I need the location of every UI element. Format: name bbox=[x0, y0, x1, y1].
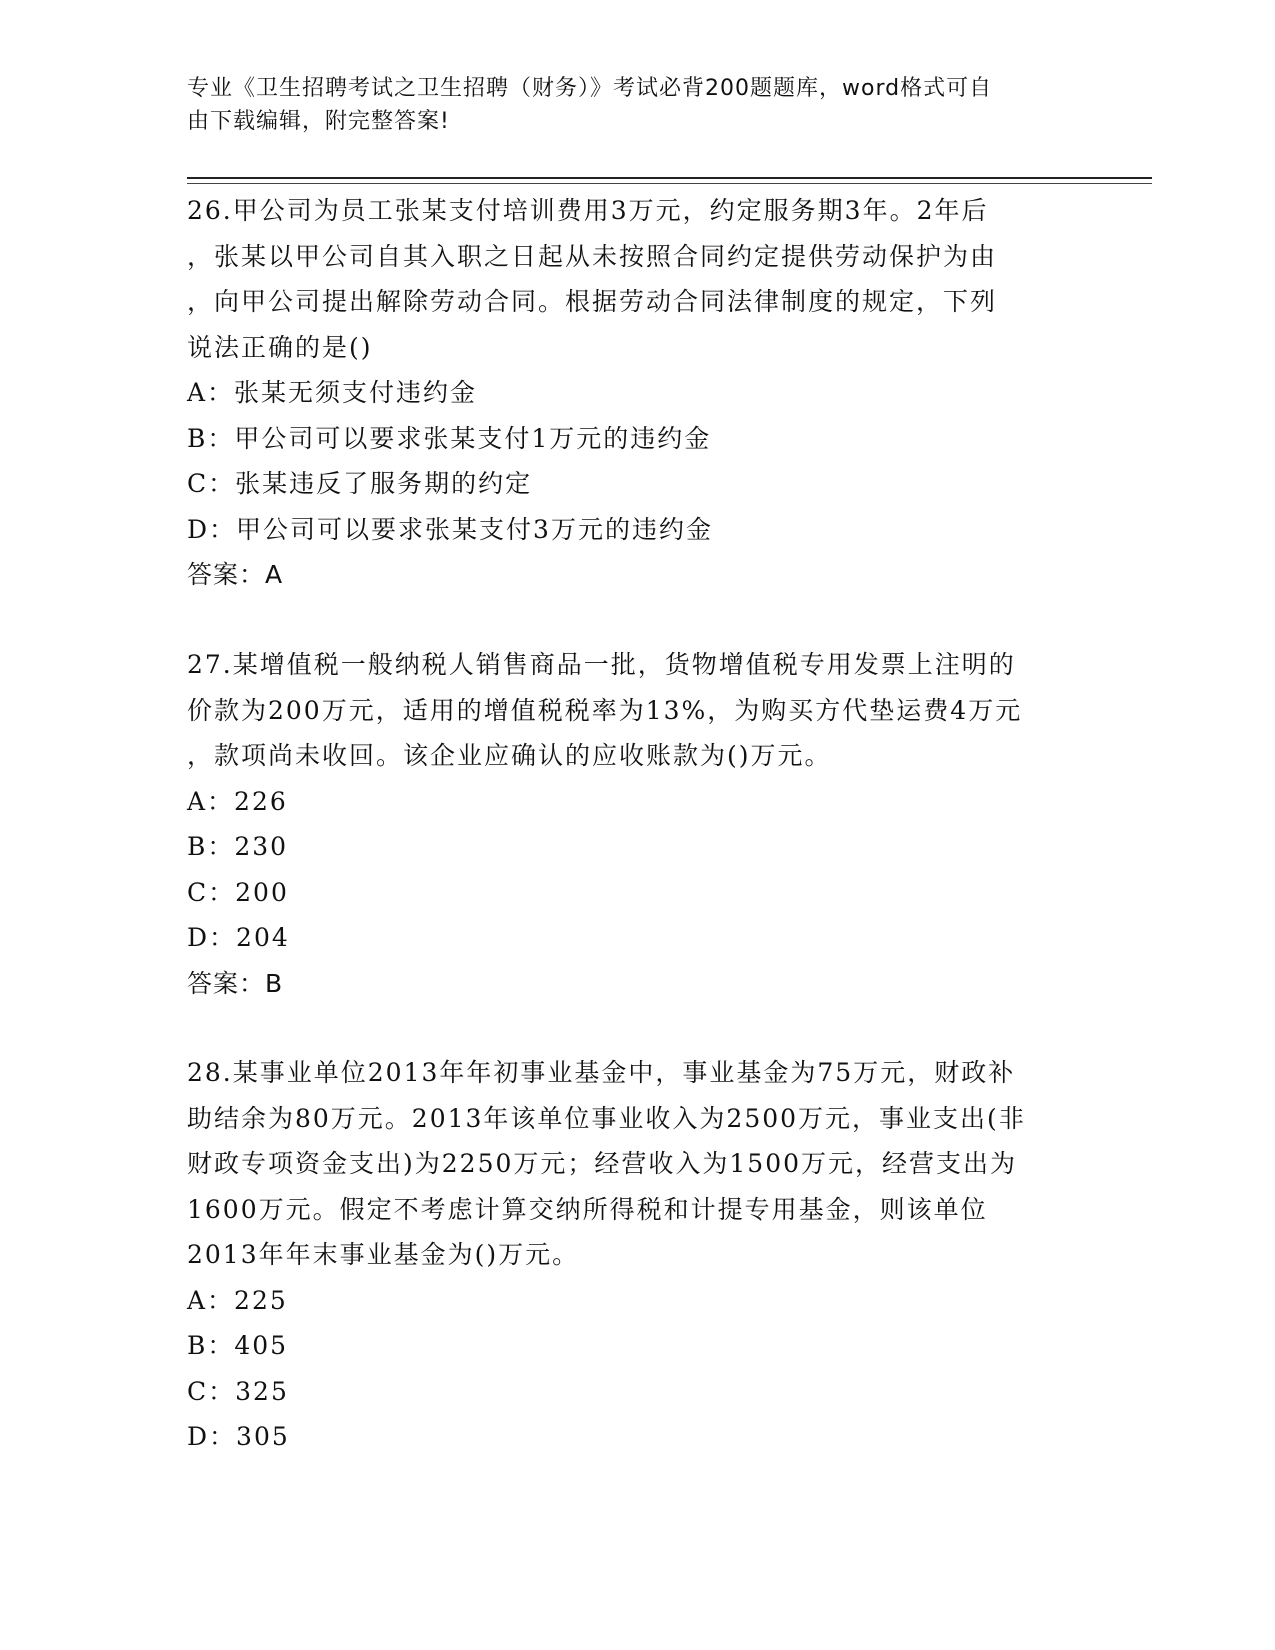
question-28 bbox=[187, 1050, 1087, 1460]
question-stem-line: ，张某以甲公司自其入职之日起从未按照合同约定提供劳动保护为由 bbox=[187, 241, 998, 271]
question-stem-line: 28.某事业单位2013年年初事业基金中，事业基金为75万元，财政补 bbox=[187, 1058, 1016, 1087]
question-stem-line: 26.甲公司为员工张某支付培训费用3万元，约定服务期3年。2年后 bbox=[187, 196, 989, 225]
option-b: B：230 bbox=[187, 832, 289, 861]
document-header bbox=[187, 72, 1067, 138]
question-stem-line: 1600万元。假定不考虑计算交纳所得税和计提专用基金，则该单位 bbox=[187, 1194, 988, 1224]
question-stem-line: 价款为200万元，适用的增值税税率为13%，为购买方代垫运费4万元 bbox=[187, 695, 1023, 725]
question-stem-line: 财政专项资金支出)为2250万元；经营收入为1500万元，经营支出为 bbox=[187, 1149, 1018, 1178]
question-stem-line: 说法正确的是() bbox=[187, 332, 373, 362]
question-stem-line: 2013年年末事业基金为()万元。 bbox=[187, 1240, 580, 1269]
question-27 bbox=[187, 642, 1087, 1006]
option-c: C：200 bbox=[187, 877, 289, 907]
option-a: A：225 bbox=[187, 1285, 288, 1315]
question-stem-line: ，向甲公司提出解除劳动合同。根据劳动合同法律制度的规定，下列 bbox=[187, 287, 998, 316]
option-d: D：305 bbox=[187, 1422, 290, 1451]
option-b: B：甲公司可以要求张某支付1万元的违约金 bbox=[187, 423, 712, 453]
question-26 bbox=[187, 188, 1087, 598]
question-stem-line: 27.某增值税一般纳税人销售商品一批，货物增值税专用发票上注明的 bbox=[187, 650, 1016, 679]
header-line-1: 专业《卫生招聘考试之卫生招聘（财务）》考试必背200题题库，word格式可自 bbox=[187, 76, 993, 101]
option-d: D：204 bbox=[187, 923, 290, 952]
option-c: C：325 bbox=[187, 1376, 289, 1406]
header-divider-thin bbox=[187, 183, 1152, 184]
option-c: C：张某违反了服务期的约定 bbox=[187, 469, 533, 498]
option-d: D：甲公司可以要求张某支付3万元的违约金 bbox=[187, 514, 713, 544]
answer-label: 答案：A bbox=[187, 560, 284, 589]
option-b: B：405 bbox=[187, 1331, 289, 1360]
header-line-2: 由下载编辑，附完整答案! bbox=[187, 109, 450, 134]
answer-label: 答案：B bbox=[187, 968, 284, 998]
option-a: A：226 bbox=[187, 786, 288, 816]
header-divider-thick bbox=[187, 177, 1152, 179]
question-stem-line: ，款项尚未收回。该企业应确认的应收账款为()万元。 bbox=[187, 741, 832, 770]
option-a: A：张某无须支付违约金 bbox=[187, 378, 478, 407]
question-stem-line: 助结余为80万元。2013年该单位事业收入为2500万元，事业支出(非 bbox=[187, 1103, 1026, 1133]
